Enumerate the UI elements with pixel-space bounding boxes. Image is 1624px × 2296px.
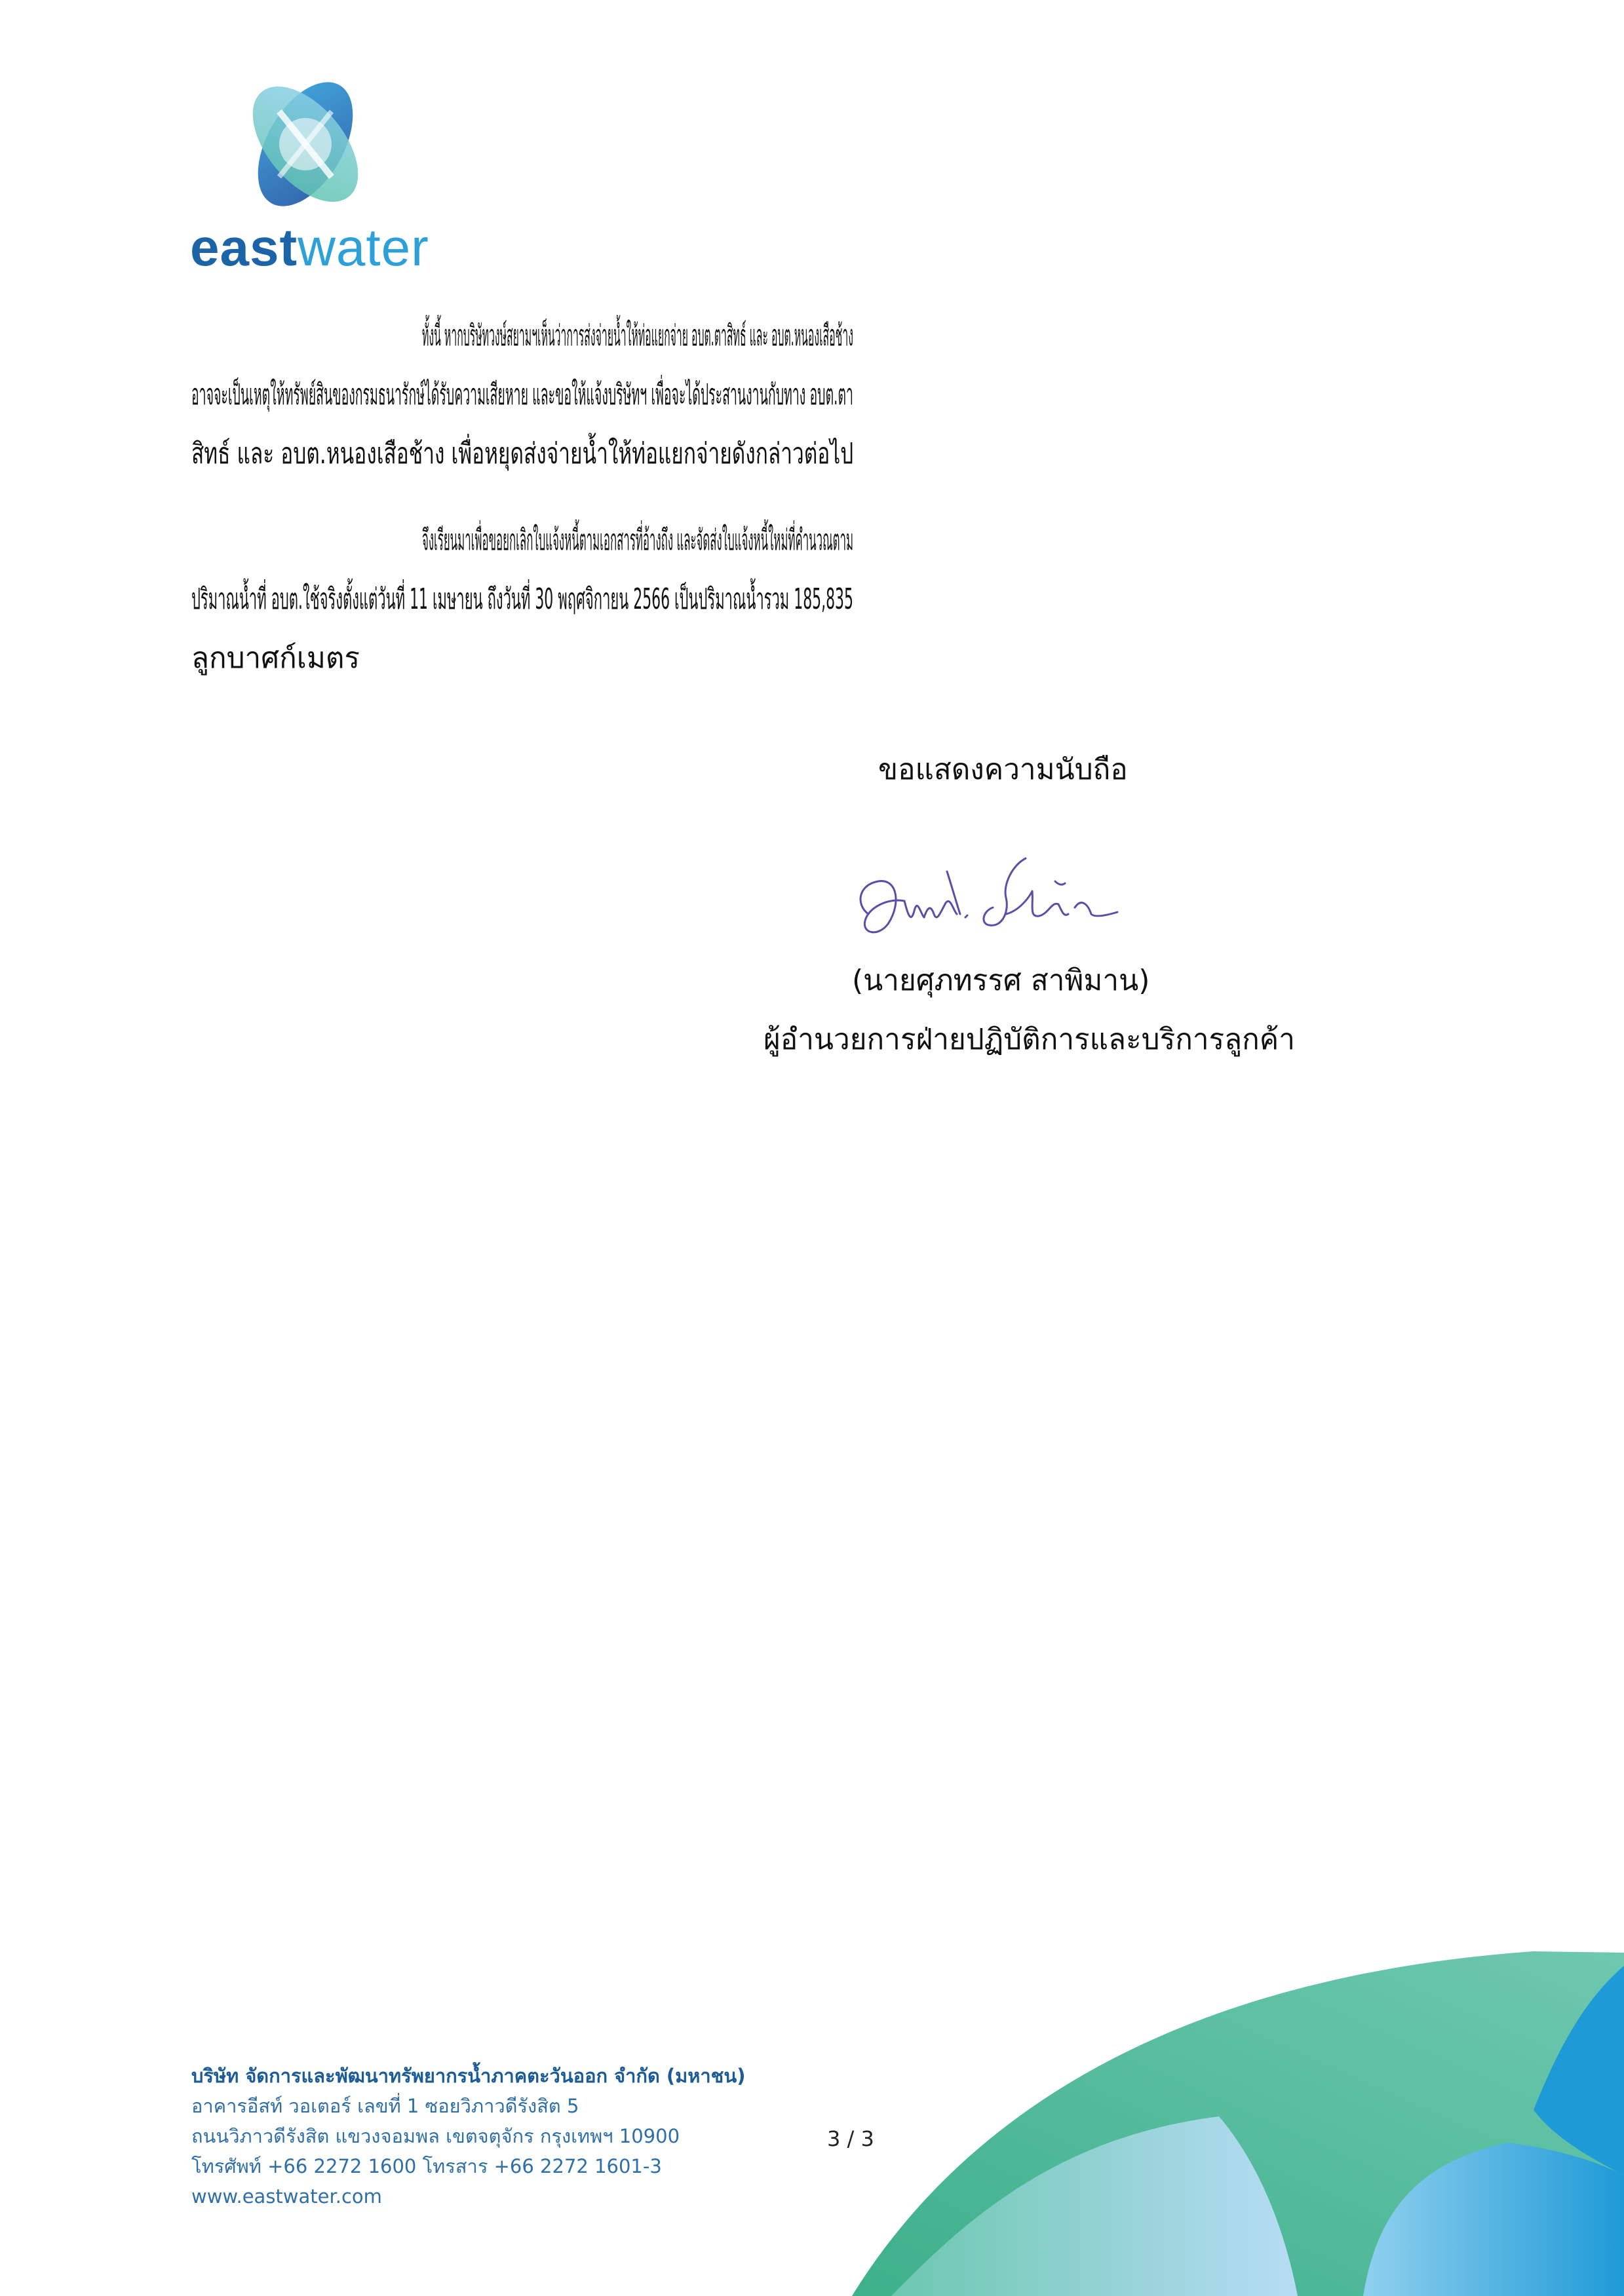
logo-text-water: water — [298, 218, 429, 277]
signer-title: ผู้อำนวยการฝ่ายปฏิบัติการและบริการลูกค้า — [764, 1023, 1295, 1056]
footer-wave-decoration — [852, 1940, 1624, 2296]
page-number: 3 / 3 — [827, 2126, 874, 2151]
eastwater-logo-mark — [233, 72, 377, 216]
footer-address-line: อาคารอีสท์ วอเตอร์ เลขที่ 1 ซอยวิภาวดีรังสิต 5 — [191, 2095, 579, 2117]
paragraph-2-line: ลูกบาศก์เมตร — [191, 641, 360, 675]
handwritten-signature — [842, 852, 1131, 963]
logo-text-east: east — [190, 218, 298, 277]
paragraph-2-line: จึงเรียนมาเพื่อขอยกเลิกใบแจ้งหนี้ตามเอกสารที่อ้างถึง และจัดส่งใบแจ้งหนี้ใหม่ที่คำนวณตาม — [422, 524, 854, 557]
footer-address — [191, 2061, 745, 2211]
paragraph-1-line: สิทธ์ และ อบต.หนองเสือช้าง เพื่อหยุดส่งจ่ายน้ำให้ท่อแยกจ่ายดังกล่าวต่อไป — [191, 437, 854, 470]
eastwater-logo — [190, 72, 439, 282]
eastwater-logo-text — [190, 218, 429, 277]
paragraph-1 — [191, 307, 853, 484]
closing-salutation: ขอแสดงความนับถือ — [878, 753, 1128, 786]
paragraph-2 — [191, 511, 853, 688]
paragraph-2-line: ปริมาณน้ำที่ อบต.ใช้จริงตั้งแต่วันที่ 11 เมษายน ถึงวันที่ 30 พฤศจิกายน 2566 เป็นปริมาณน้ำรวม 185,835 — [191, 583, 853, 616]
signer-name: (นายศุภทรรศ สาพิมาน) — [852, 964, 1150, 997]
footer-phone: โทรศัพท์ +66 2272 1600 โทรสาร +66 2272 1601-3 — [191, 2155, 662, 2177]
paragraph-1-line: อาจจะเป็นเหตุให้ทรัพย์สินของกรมธนารักษ์ได้รับความเสียหาย และขอให้แจ้งบริษัทฯ เพื่อจะได้ประสานงานกับทาง อบต.ตา — [191, 378, 853, 411]
footer-company-name: บริษัท จัดการและพัฒนาทรัพยากรน้ำภาคตะวันออก จำกัด (มหาชน) — [191, 2065, 746, 2087]
footer-address-line: ถนนวิภาวดีรังสิต แขวงจอมพล เขตจตุจักร กรุงเทพฯ 10900 — [191, 2125, 680, 2147]
footer-website: www.eastwater.com — [191, 2185, 382, 2208]
paragraph-1-line: ทั้งนี้ หากบริษัทวงษ์สยามฯเห็นว่าการส่งจ่ายน้ำให้ท่อแยกจ่าย อบต.ตาสิทธ์ และ อบต.หนองเสือช้าง — [422, 319, 853, 353]
